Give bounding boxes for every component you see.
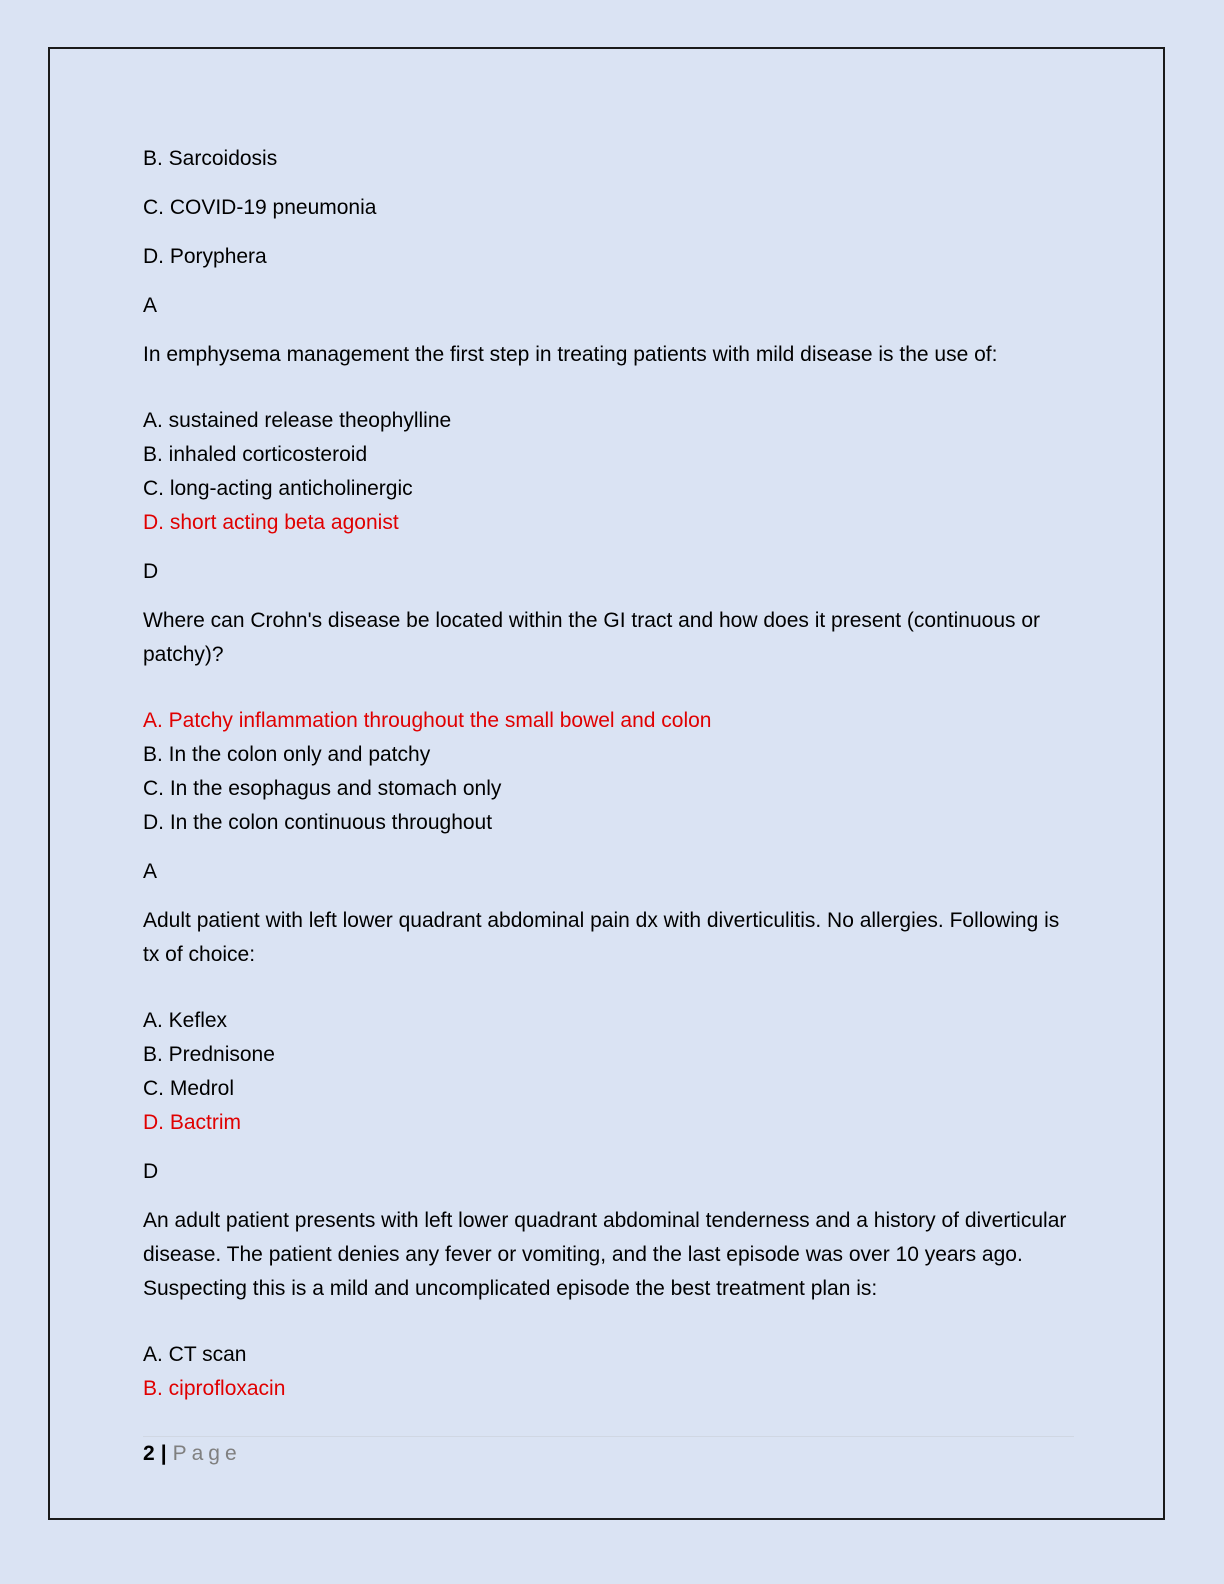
option-a-correct: A. Patchy inflammation throughout the small bowel and colon [143,709,712,732]
option-a: A. Keflex [143,1009,228,1032]
question-diverticulitis: Adult patient with left lower quadrant abdominal pain dx with diverticulitis. No allergies. Following is tx of choice: [143,909,1060,966]
answer-key: D [143,560,159,583]
document-body [143,142,1073,1406]
option-a: A. sustained release theophylline [143,409,452,432]
option-a: A. CT scan [143,1343,247,1366]
footer-separator: | [160,1442,167,1465]
option-b: B. inhaled corticosteroid [143,443,368,466]
option-b: B. In the colon only and patchy [143,743,431,766]
question-crohns: Where can Crohn's disease be located within the GI tract and how does it present (continuous or patchy)? [143,609,1041,666]
question-uncomplicated-diverticulitis: An adult patient presents with left lower quadrant abdominal tenderness and a history of diverticular disease. The patient denies any fever or vomiting, and the last episode was over 10 years ago. Suspecting this is a mild and uncomplicated episode the best treatment plan is: [143,1209,1067,1300]
option-c: C. Medrol [143,1077,235,1100]
page-footer [143,1440,242,1468]
option-b: B. Sarcoidosis [143,147,278,170]
answer-key: A [143,294,158,317]
option-c: C. COVID-19 pneumonia [143,196,377,219]
answer-key: D [143,1160,159,1183]
option-d-correct: D. short acting beta agonist [143,511,399,534]
page-label: Page [172,1442,242,1465]
option-c: C. long-acting anticholinergic [143,477,413,500]
footer-divider [143,1436,1074,1437]
question-emphysema: In emphysema management the first step in treating patients with mild disease is the use of: [143,343,998,366]
option-c: C. In the esophagus and stomach only [143,777,502,800]
page-number: 2 [143,1442,155,1465]
option-d: D. Poryphera [143,245,267,268]
answer-key: A [143,860,158,883]
option-d: D. In the colon continuous throughout [143,811,493,834]
option-b-correct: B. ciprofloxacin [143,1377,286,1400]
option-d-correct: D. Bactrim [143,1111,242,1134]
option-b: B. Prednisone [143,1043,275,1066]
